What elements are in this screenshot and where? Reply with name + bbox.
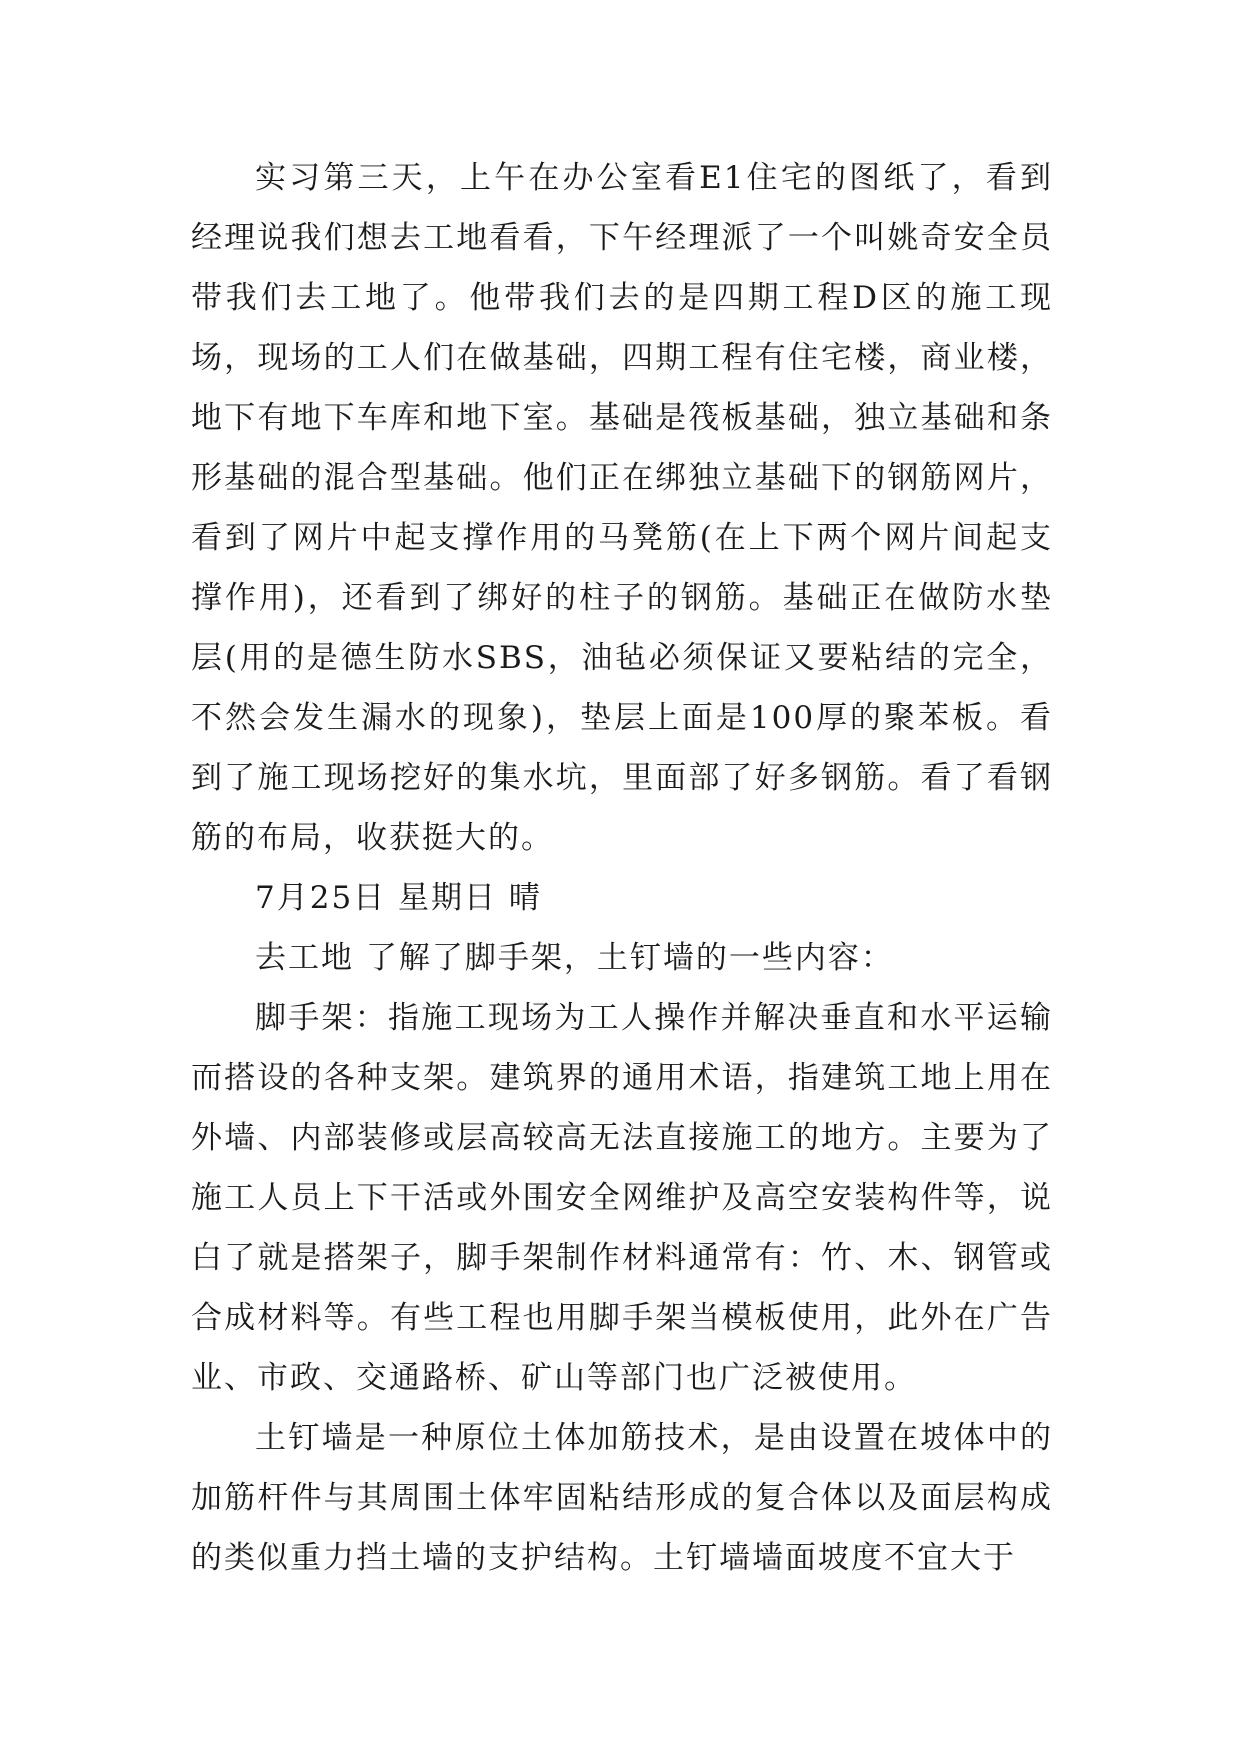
paragraph-scaffolding: 脚手架：指施工现场为工人操作并解决垂直和水平运输而搭设的各种支架。建筑界的通用术语，指建筑工地上用在外墙、内部装修或层高较高无法直接施工的地方。主要为了施工人员上下干活或外围安全网维护及高空安装构件等，说白了就是搭架子，脚手架制作材料通常有：竹、木、钢管或合成材料等。有些工程也用脚手架当模板使用，此外在广告业、市政、交通路桥、矿山等部门也广泛被使用。 xyxy=(191,1000,1053,1396)
paragraph-soil-nail-wall: 土钉墙是一种原位土体加筋技术，是由设置在坡体中的加筋杆件与其周围土体牢固粘结形成的复合体以及面层构成的类似重力挡土墙的支护结构。土钉墙墙面坡度不宜大于 xyxy=(191,1420,1053,1576)
paragraph-topic-intro: 去工地 了解了脚手架，土钉墙的一些内容： xyxy=(255,940,894,976)
paragraph-date-heading: 7月25日 星期日 晴 xyxy=(255,880,542,916)
document-body xyxy=(191,148,1053,1588)
paragraph-site-visit: 实习第三天，上午在办公室看E1住宅的图纸了，看到经理说我们想去工地看看，下午经理派了一个叫姚奇安全员带我们去工地了。他带我们去的是四期工程D区的施工现场，现场的工人们在做基础，四期工程有住宅楼，商业楼，地下有地下车库和地下室。基础是筏板基础，独立基础和条形基础的混合型基础。他们正在绑独立基础下的钢筋网片，看到了网片中起支撑作用的马凳筋(在上下两个网片间起支撑作用)，还看到了绑好的柱子的钢筋。基础正在做防水垫层(用的是德生防水SBS，油毡必须保证又要粘结的完全，不然会发生漏水的现象)，垫层上面是100厚的聚苯板。看到了施工现场挖好的集水坑，里面部了好多钢筋。看了看钢筋的布局，收获挺大的。 xyxy=(191,160,1053,856)
